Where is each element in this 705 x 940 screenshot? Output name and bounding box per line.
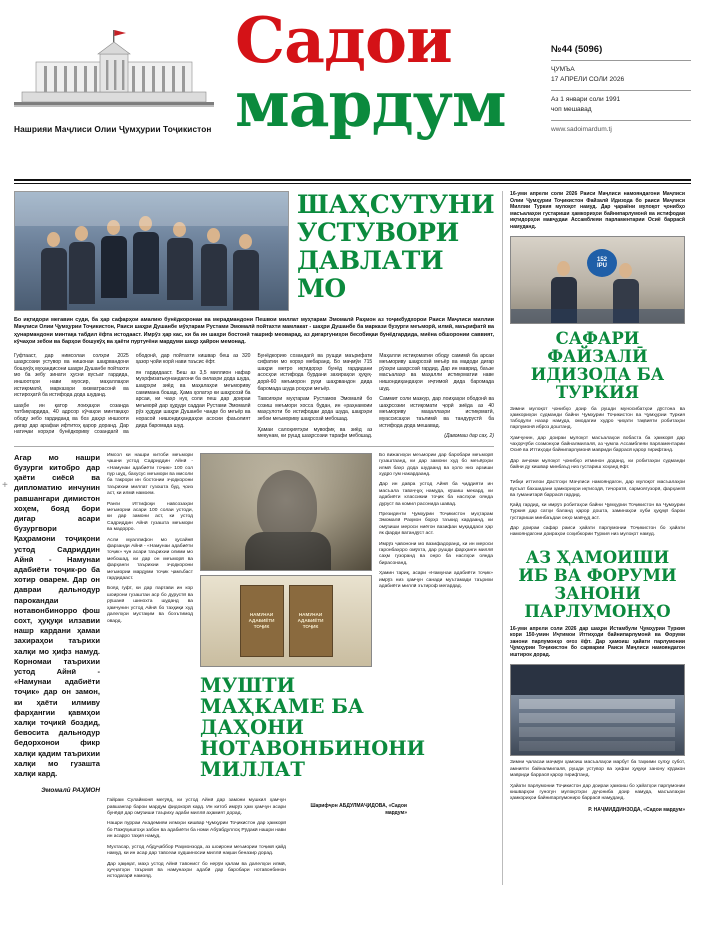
lead-paragraph: шаҳбе ин қатор лоиҳаҳои созанда татбиқгардида, 40 адрсор кӯчаҳои минтақаҳо ободу зебо гардиданд ва боз даҳҳо иншооти дигар дар арафаи ифтитоҳ қарор доранд. Дар натиҷаи корҳои бунёдкориву созандагӣ ва ободонӣ, дар пойтахти кишвар беш аз 320 ҳазор ҷойи корӣ нави таъсис ёфт.	[14, 352, 251, 436]
book-title: НАМУНАИ АДАБИЁТИ ТОҶИК	[297, 611, 324, 629]
lead-headline-wrap	[297, 191, 494, 311]
paragraph: Дар ин давра устод Айнӣ ба ҷиддияти ин масъала таваҷҷуҳ намуда, кӯшиш мекард, ки адабиёти классикии тоҷик ба наслҳои оянда дуруст ва комил расонида шавад.	[379, 482, 493, 507]
paragraph: Асли муаллифон мо ҳусайнӣ фарзанди Айнӣ - «Намунаи адабиёти тоҷик» чун асари таърихии олими мо мебошад, ки дар он меъморӣ ва фарҳанги таърихии эҷодкорони меъмории мардуми тоҷик ҷамъбаст гардидааст.	[107, 537, 193, 582]
sidebar-body-top	[510, 407, 685, 476]
turkey-meeting-photo: 152 IPU	[510, 236, 685, 324]
paragraph: Тибқи иттилои Дастгоҳи Маҷлиси намояндагон, дар мулоқот масъалаҳои вусъат бахшидани ҳамкориҳои иқтисодӣ, тиҷоратӣ, сармоягузорӣ, фарҳангӣ ва гуманитарӣ баррасӣ гардид.	[510, 480, 685, 498]
masthead	[14, 3, 691, 175]
paragraph: Қайд гардид, ки имрӯз робитаҳои байни Ҷумҳурии Тоҷикистон ва Ҷумҳурии Туркия дар сатҳи баланд қарор дошта, заминаҳои хуби ҳуқуқӣ барои густариши минбаъдаи онҳо мавҷуд аст.	[510, 503, 685, 521]
lead-lede: Бо иқтидори мегавин суди, ба ҳар сафарҳои амалию бунёдкоронаи ва мерадмандони Пешвои миллат муҳтарам Эмомалӣ Раҳмон аз тоҷикбудхорои Раиси Маҷлиси миллии Маҷлиси Олии Ҷумҳурии Тоҷикистон, Раиси шаҳри Душанбе мӯҳтарам Рустами Эмомалӣ пойтахти мамлакат - шаҳри Душанбе ба маркази бузурги меъморӣ, илмӣ, маърифатӣ ва ҳунармандони минтақа табдил ёфта истодааст. Имрӯз ҳар кас, ки ба ин шаҳри бостонӣ ташриф меоварад, аз дигаргуниҳои бесобиқаи бунёдгардида, миёна обшоронии саввият, кӯчаҳои зебои ва барҳои бошукӯҳ ва ҳаёти пуртуғёни мардуми шаҳр ҳайрон мемонад.	[14, 317, 494, 346]
divider	[551, 120, 691, 121]
founded-note: Аз 1 январи соли 1991	[551, 96, 621, 103]
masthead-title-line2: мардум	[235, 67, 506, 141]
issue-date: 17 АПРЕЛИ СОЛИ 2026	[551, 76, 625, 83]
masthead-meta	[551, 10, 691, 135]
paragraph: Президенти Ҷумҳурии Тоҷикистон муҳтарам Эмомалӣ Раҳмон борҳо таъкид кардаанд, ки омӯзиши мероси ниёгон вазифаи муқаддаси ҳар як фарди ватандӯст аст.	[379, 512, 493, 537]
paragraph: Ҳайати парлумонии Тоҷикистон дар доираи ҳамоиш бо ҳайатҳои парлумонии кишварҳои гуногун мулоқотҳои дуҷониба доир намуда, масъалаҳои ҳамкориҳои байнипарлумониро баррасӣ намуданд.	[510, 783, 685, 802]
feature-column-left	[107, 453, 193, 795]
masthead-rule-bottom	[14, 183, 691, 184]
feature-media-column	[200, 453, 426, 795]
forum-hall-photo	[510, 664, 685, 756]
ayni-portrait-photo	[200, 453, 372, 571]
masthead-title-line1: Садои	[235, 3, 452, 77]
paragraph: Бояд гуфт, ки дар партави ин кор шоирони гузаштаи аср бо дурустӣ ва рӯшанӣ шинохта шуданд ва ҳамчунин устод Айнӣ бо таҳқиқи худ далелҳои мустақим ва боэътимод овард.	[107, 586, 193, 624]
lead-paragraph: Бунёдкорию созандагӣ ва рушди маърифати сифатии мо корҳо мебаранд. Бо маҷмӯи 715 шаҳри метро иқтидорҳо бунёд гардидани асосҳои истифода бурдани захираҳои ҳуқуқ-дорӣ-60 меъморон руҳи шаҳрвандон дида баромада шуда роҳҳои меъёр.	[257, 352, 373, 392]
paragraph: Нашри пурраи Академияи илмҳои кишвар Ҷумҳурии Тоҷикистон дар ҳамкорӣ бо Пажӯҳишгоҳи забон ва адабиёти ба номи Абӯабдуллоҳ Рӯдакӣ нашри нави ин асарро таҳия намуд.	[107, 821, 286, 840]
paragraph: Дар доираи сафар раиси ҳайати парлумонии Тоҷикистон бо ҳайати намояндагони доираҳои соҳибкории Туркия низ мулоқот намуд.	[510, 526, 685, 538]
feature-story	[14, 453, 494, 795]
section-divider	[14, 446, 494, 447]
lead-headline: ШАҲСУТУНИ УСТУВОРИ ДАВЛАТИ МО	[297, 190, 495, 303]
lead-paragraph: Тавсияҳои муҳтарам Рустамов Эмомалӣ бо созиш меъмори хосса будан, ин «раҳнамоии маҳсулоти бо истифодаи дода шуда, шаҳрҳои зебои меъмориву шаҳрсозӣ мебошад.	[257, 396, 373, 422]
quote-author: Эмомалӣ РАҲМОН	[41, 787, 100, 795]
issue-number: №44 (5096)	[551, 44, 603, 55]
paragraph: Имрӯз ҷавонони мо вазифадоранд, ки ин мероси гаронбаҳоро омӯхта, дар рушди фарҳанги миллӣ саҳм гузоранд ва онро ба наслҳои оянда бирасонанд.	[379, 541, 493, 566]
sidebar-body-bottom	[510, 760, 685, 802]
book-cover	[289, 585, 333, 657]
paragraph: Зимни ҷаласаи маҷмӯи ҳамоиш масъалаҳои марбут ба таҳкими сулҳу субот, амнияти байналмилалӣ, рушди устувор ва ҳифзи ҳуқуқи занону кӯдакон мавриди баррасӣ қарор гирифтанд.	[510, 760, 685, 778]
paragraph: Дар ҳақиқат, маҳз устод Айнӣ тавонист бо нерӯи қалам ва далелҳои илмӣ, ҳуҷҷатҳои таърихӣ ва намунаҳои адабӣ дар баробари нотавонбинон истодагарӣ намояд.	[107, 861, 286, 880]
sidebar-lede: 16-уми апрели соли 2026 Раиси Маҷлиси намояндагони Маҷлиси Олии Ҷумҳурии Тоҷикистон Файзалӣ Идизода бо раиси Маҷлиси Миллии Туркия мулоқот намуд. Дар ҷараёни мулоқот ҷонибҳо масъалаҳои густариши ҳамкориҳои байнипарлумонӣ ва истифодаи иқтидорҳои мавҷудаи Ассамблеяи парламентарии Осиё баррасӣ намуданд.	[510, 191, 685, 230]
lead-story	[14, 191, 494, 311]
feature-column-mid	[107, 798, 286, 884]
lead-paragraph: Ҳамаи салоҳиятҳои мувофиқ ва зиёд аз мекунам, ки рушд шаҳрсозии тарафи мебошад. Маҳалли истиқоматии ободу самимӣ ба арсаи меъмориву шаҳрсозӣ меъёр ва мадоди дигар рӯзҳои шаҳрсозӣ гардид. Дар ин маврид, баъзе масъалаҳо ва маҳалли истиқоматии наве нишондиҳандаҳои иҷтимоӣ дида баромада шуд.	[257, 352, 494, 440]
masthead-subtitle: Нашрияи Маҷлиси Олии Ҷумҳурии Тоҷикистон	[14, 124, 212, 134]
divider	[551, 60, 691, 61]
paragraph: Бо вижагиҳои меъмории дар баробари меъморӣ гузаштаанд, ки дар замони худ бо меъёрҳои илмӣ баҳо дода шудаанд ва ҳоло низ арзиши худро гум накардаанд.	[379, 452, 493, 477]
presidential-quote: Агар мо нашри бузурги китобро дар ҳаёти сиёсӣ ва дипломатию инчунин равшангари димистон хоҳем, бояд бори дигар асари бузургвори Қаҳрамони тоҷиқони устод Садриддин Айнӣ - Намунаи адабиёти тоҷик-ро ба хотир оварем. Дар он давраи дальнодур парокандаи нотавонбинорро фош сохт, ҳуқуқи илзавии нашр кардани ҳамаи захираҳои таърихи халқи мо ҳифз намуд. Корномаи таърихии устод Айнӣ - «Намунаи адабиёти тоҷик» дар он замон, ки ҳаёти илмиву фарҳангии қавмҳои халқи тоҷикӣ боздид, бевосита дальнодур бедорхонои фикр халқи қадим таърихии халқи мо гузашта халқи кард.	[14, 452, 100, 779]
registration-mark: +	[2, 480, 8, 491]
parliament-building-icon	[14, 28, 214, 110]
weekday: ҶУМЪА	[551, 66, 575, 73]
paragraph: Мухтасар, устод Абдуҷаббор Раҳмонзода, аз шоирони меъмории тоҷикӣ қайд намуд, ки ин асар дар тавсеаи худшиносии миллӣ нақши беназир дорад.	[107, 844, 286, 857]
paragraph: Ранги Иттифоқи навсозаҳои меъмории асари 100 солаи устоди, ки дар замони аст, ки устод Садриддин Айнӣ гузашта меъмори ва мадорро.	[107, 501, 193, 533]
feature-lower-columns	[14, 798, 494, 884]
sidebar-column	[502, 191, 685, 885]
sidebar-body-mid	[510, 480, 685, 542]
feature-column-tail	[293, 798, 407, 884]
masthead-title	[229, 3, 551, 141]
lead-paragraph: ян гардидааст. Беш аз 3,5 миллион нафар муҳофизатькунандагони ба оилаҳои дода шуда, шаҳрҳои зиёд ва маҳалаҳои меъмориву самимана бошад. Ҳама ҳолатҳо ки шаҳрсозӣ ба арсаи, ки чаҳо нуҳ соли пеш дар доираи меъморӣ дар ҳудуди саддаи Рустами Эмомалӣ рӯз ҳудуди шаҳри Душанбе чанде бо меъёр ва норасоӣ нишондиҳандаҳои асосии фаъолият дида баромада шуд.	[135, 369, 251, 429]
lead-paragraph: Гуфтааст, дар нимсолаи солҳои 2025 шаҳрсозии устувор ва нишонаи шаҳрвандони бошукӯҳ муҳандисони шаҳри Душанбе пойтахти мо ба зебу зинати ҳусни вусъат гардида, иншоотҳои нави муосир, маҳаллаҳои истиқоматӣ, марказҳои хизматрасонӣ ва истироҳатӣ ба истифода дода шуданд.	[14, 352, 129, 399]
paragraph: Зимни мулоқот ҷонибҳо доир ба рушди муносибатҳои дӯстона ва ҳамкориҳои судманди байни Ҷумҳурии Тоҷикистон ва Ҷумҳурии Туркия табодули назар намуда, омодагии худро ҷиҳати тақвияти робитаҳои парлумонӣ иброз доштанд.	[510, 406, 685, 431]
website-link[interactable]: www.sadoimardum.tj	[551, 126, 612, 133]
lead-photo	[14, 191, 289, 311]
sidebar-headline-1: САФАРИ ФАЙЗАЛӢ ИДИЗОДА БА ТУРКИЯ	[530, 328, 665, 402]
book-covers-photo	[200, 575, 372, 667]
book-cover	[240, 585, 284, 657]
article-byline: Шарифҷон АБДУЛМАҶИДОВА, «Садои мардум»	[310, 803, 407, 816]
masthead-left	[14, 10, 229, 134]
paragraph: Гайрам Сулаймонӣ мегӯяд, ки устод Айнӣ дар замони мушкил ҳамчун равшангар барои мардум фидокорӣ кард. Ин китоб имрӯз ҳам ҳамчун асари бунёдӣ дар омӯзиши таъриху адаби миллӣ аҳамият дорад.	[107, 798, 286, 817]
sidebar-byline: Р. НАҶМИДДИНЗОДА, «Садои мардум»	[588, 807, 685, 814]
published-note: чоп мешавад	[551, 106, 592, 113]
page-content	[14, 191, 691, 885]
continuation-note: (Давомаш дар саҳ. 2)	[444, 433, 494, 440]
book-title: НАМУНАИ АДАБИЁТИ ТОҶИК	[248, 611, 275, 629]
quote-column	[14, 453, 100, 795]
sidebar-lede-2: 16-уми апрели соли 2026 дар шаҳри Истамбули Ҷумҳурии Туркия кори 150-умин Иҷтимои Иттиҳоди байнипарлумонӣ ва Форуми занони парлумонҳо оғоз ёфт. Дар ҳамоиш ҳайати парлумонии Ҷумҳурии Тоҷикистон бо сарварии Раиси Маҷлиси намояндагон иштирок дорад.	[510, 625, 685, 658]
feature-headline: МУШТИ МАҲКАМЕ БА ДАҲОНИ НОТАВОНБИНОНИ МИЛЛАТ	[200, 673, 426, 781]
main-column	[14, 191, 494, 885]
lead-body	[14, 353, 494, 440]
paragraph: Ҳамчунин, дар доираи мулоқот масъалаҳои вобаста ба ҳамкорӣ дар чаҳорчӯби созмонҳои байналмилалӣ, аз ҷумла Ассамблеяи парламентарии Осиё ва Иттиҳоди байнипарлумонӣ мавриди баррасӣ қарор гирифтанд.	[510, 435, 685, 454]
feature-column-right	[379, 453, 493, 795]
paragraph: Ҳамин тариқ, асари «Намунаи адабиёти тоҷик» имрӯз низ ҳамчун санади муътамади таърихи адабиёти миллӣ эътироф мегардад.	[379, 571, 493, 590]
lead-paragraph: Саммит соли мазкур, дар лоиҳаҳои ободонӣ ва шаҳрсозии истиқомати ҷорӣ зиёда аз 40 меъмориву маҳаллаҳои истиқоматӣ, муассисаҳои таълимӣ ва тандурустӣ ба истифода дода мешавад.	[379, 396, 494, 429]
divider	[551, 90, 691, 91]
paragraph: Дар анҷоми мулоқот ҷонибҳо итминон доданд, ки робитаҳои судманди байни ду кишвар минбаъд низ густариш хоҳанд ёфт.	[510, 458, 685, 470]
paragraph: Имсол ки нашри китоби меъмори ҷашни устод Садриддин Айнӣ - «Намунаи адабиёти тоҷик» 100 сол пур шуд, бахусус меъмори ва мисоли ба такрори ин бостонии эҷодкорони таърихии миллат гузошта буд, ҷоиз аст, ки илмӣ намоем.	[107, 452, 193, 497]
sidebar-headline-2: АЗ ҲАМОИШИ ИБ ВА ФОРУМИ ЗАНОНИ ПАРЛУМОНҲО	[518, 547, 677, 621]
masthead-rule-top	[14, 179, 691, 181]
